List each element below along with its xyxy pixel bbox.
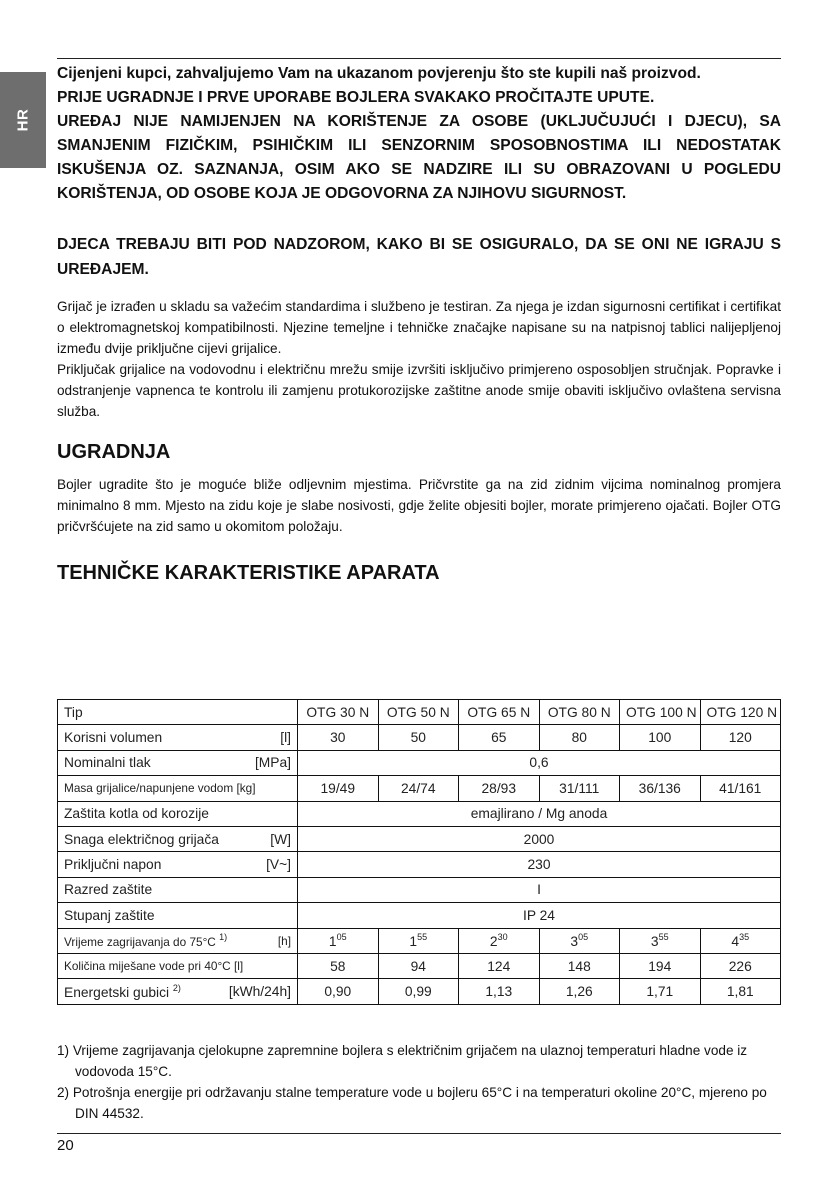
footnote-1: 1) Vrijeme zagrijavanja cjelokupne zapremnine bojlera s električnim grijačem na ulaznoj temperaturi hladne vode iz vodovoda 15°C. [57, 1043, 748, 1079]
table-row [58, 801, 781, 826]
mixed-water-label: Količina miješane vode pri 40°C [l] [58, 953, 298, 978]
table-row [58, 877, 781, 902]
intro-text: Cijenjeni kupci, zahvaljujemo Vam na ukazanom povjerenju što ste kupili naš proizvod. [57, 65, 701, 82]
table-cell: I [298, 877, 781, 902]
table-cell: $2^{30}$ [459, 928, 540, 953]
power-unit: [W] [270, 831, 291, 847]
table-cell: 28/93 [459, 776, 540, 801]
warning-children: DJECA TREBAJU BITI POD NADZOROM, KAKO BI SE OSIGURALO, DA SE ONI NE IGRAJU S UREĐAJEM. [57, 236, 781, 278]
paragraph-connection: Priključak grijalice na vodovodnu i električnu mrežu smije izvršiti isključivo primjereno osposobljen stručnjak. Popravke i odstranjenje vapnenca te kontrolu ili zamjenu protukorozijske zaštitne anode smije obaviti isključivo ovlaštena servisna služba. [57, 362, 781, 419]
main-content [57, 62, 781, 595]
installation-heading: UGRADNJA [57, 441, 171, 463]
table-cell: $3^{05}$ [539, 928, 620, 953]
table-cell: $3^{55}$ [620, 928, 701, 953]
model-header: OTG 65 N [459, 700, 540, 725]
model-header: OTG 100 N [620, 700, 701, 725]
row-label [58, 826, 298, 851]
model-header: OTG 30 N [298, 700, 379, 725]
heating-time-label: Vrijeme zagrijavanja do 75°C [64, 935, 216, 950]
table-cell: 0,99 [378, 979, 459, 1004]
table-cell: 148 [539, 953, 620, 978]
footnote-ref: 1) [219, 932, 228, 943]
ip-label: Stupanj zaštite [58, 903, 298, 928]
table-row [58, 852, 781, 877]
voltage-label: Priključni napon [64, 857, 162, 873]
table-cell: 36/136 [620, 776, 701, 801]
table-row [58, 776, 781, 801]
table-cell: 1,71 [620, 979, 701, 1004]
specs-heading: TEHNIČKE KARAKTERISTIKE APARATA [57, 562, 440, 584]
table-cell: emajlirano / Mg anoda [298, 801, 781, 826]
table-row [58, 953, 781, 978]
top-rule [57, 58, 781, 59]
table-cell: 41/161 [700, 776, 781, 801]
table-cell: 230 [298, 852, 781, 877]
model-header: OTG 120 N [700, 700, 781, 725]
row-label [58, 750, 298, 775]
table-cell: 31/111 [539, 776, 620, 801]
table-cell: $1^{05}$ [298, 928, 379, 953]
volume-label: Korisni volumen [64, 730, 163, 746]
table-row [58, 903, 781, 928]
heating-time-unit: [h] [277, 933, 291, 948]
energy-loss-label: Energetski gubici [64, 984, 170, 1000]
language-tab [0, 72, 46, 168]
warning-read-instructions: PRIJE UGRADNJE I PRVE UPORABE BOJLERA SVAKAKO PROČITAJTE UPUTE. [57, 89, 655, 106]
table-row [58, 928, 781, 953]
table-cell: 19/49 [298, 776, 379, 801]
bottom-rule [57, 1133, 781, 1134]
energy-loss-unit: [kWh/24h] [228, 983, 291, 999]
pressure-unit: [MPa] [254, 755, 291, 771]
table-cell: 58 [298, 953, 379, 978]
volume-unit: [l] [280, 730, 291, 746]
model-header: OTG 80 N [539, 700, 620, 725]
paragraph-certificate: Grijač je izrađen u skladu sa važećim standardima i službeno je testiran. Za njega je izdan sigurnosni certifikat i certifikat o elektromagnetskoj kompatibilnosti. Njezine temeljne i tehničke značajke napisane su na natpisnoj tablici nalijepljenoj između dvije priključne cijevi grijalice. [57, 299, 781, 356]
table-cell: 24/74 [378, 776, 459, 801]
footnotes [57, 1040, 781, 1124]
table-cell: 1,13 [459, 979, 540, 1004]
table-row [58, 750, 781, 775]
table-cell: $1^{55}$ [378, 928, 459, 953]
language-tab-label: HR [14, 108, 32, 132]
table-cell: 120 [700, 725, 781, 750]
row-label [58, 725, 298, 750]
footnote-ref: 2) [172, 982, 181, 993]
table-cell: 124 [459, 953, 540, 978]
page-number: 20 [57, 1137, 74, 1154]
table-cell: 80 [539, 725, 620, 750]
table-cell: $4^{35}$ [700, 928, 781, 953]
table-row [58, 700, 781, 725]
table-row [58, 826, 781, 851]
row-label [58, 928, 298, 953]
table-cell: 65 [459, 725, 540, 750]
model-header: OTG 50 N [378, 700, 459, 725]
table-row [58, 979, 781, 1004]
pressure-label: Nominalni tlak [64, 755, 151, 771]
table-cell: 1,26 [539, 979, 620, 1004]
row-label [58, 979, 298, 1004]
protection-label: Zaštita kotla od korozije [58, 801, 298, 826]
table-cell: 100 [620, 725, 701, 750]
table-cell: 194 [620, 953, 701, 978]
table-header-label: Tip [58, 700, 298, 725]
row-label [58, 852, 298, 877]
table-cell: 50 [378, 725, 459, 750]
footnote-2: 2) Potrošnja energije pri održavanju stalne temperature vode u bojleru 65°C i na temperaturi okoline 20°C, mjereno po DIN 44532. [57, 1085, 767, 1121]
class-label: Razred zaštite [58, 877, 298, 902]
power-label: Snaga električnog grijača [64, 831, 219, 847]
table-cell: 94 [378, 953, 459, 978]
specifications-table [57, 699, 781, 1005]
table-cell: 0,6 [298, 750, 781, 775]
table-cell: 0,90 [298, 979, 379, 1004]
table-cell: 226 [700, 953, 781, 978]
table-cell: 2000 [298, 826, 781, 851]
table-cell: IP 24 [298, 903, 781, 928]
table-cell: 30 [298, 725, 379, 750]
mass-label: Masa grijalice/napunjene vodom [kg] [58, 776, 298, 801]
installation-text: Bojler ugradite što je moguće bliže odljevnim mjestima. Pričvrstite ga na zid zidnim vijcima nominalnog promjera minimalno 8 mm. Mjesto na zidu koje je slabe nosivosti, gdje želite objesiti bojler, morate primjereno ojačati. Bojler OTG pričvršćujete na zid samo u okomitom položaju. [57, 477, 781, 534]
warning-device-usage: UREĐAJ NIJE NAMIJENJEN NA KORIŠTENJE ZA OSOBE (UKLJUČUJUĆI I DJECU), SA SMANJENIM FIZIČKIM, PSIHIČKIM ILI SENZORNIM SPOSOBNOSTIMA ILI NEDOSTATAK ISKUŠENJA OZ. SAZNANJA, OSIM AKO SE NADZIRE ILI SU OBRAZOVANI U POGLEDU KORIŠTENJA, OD OSOBE KOJA JE ODGOVORNA ZA NJIHOVU SIGURNOST. [57, 113, 781, 202]
table-cell: 1,81 [700, 979, 781, 1004]
table-row [58, 725, 781, 750]
voltage-unit: [V~] [266, 857, 291, 873]
